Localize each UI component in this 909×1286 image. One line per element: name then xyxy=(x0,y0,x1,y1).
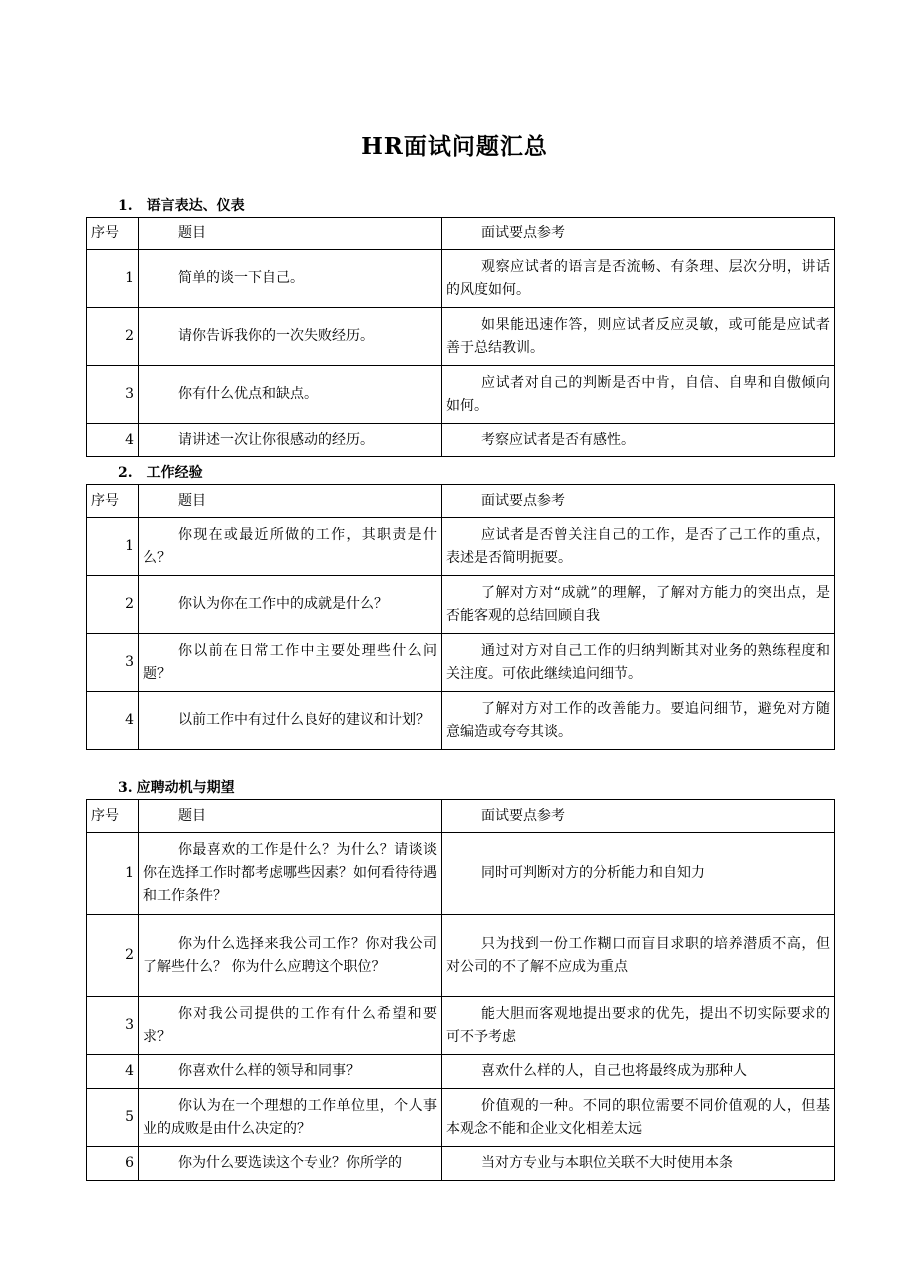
row-points: 了解对方对工作的改善能力。要追问细节，避免对方随意编造或夸夸其谈。 xyxy=(442,692,835,750)
section-title: 应聘动机与期望 xyxy=(136,780,235,796)
row-question: 你认为在一个理想的工作单位里，个人事业的成败是由什么决定的？ xyxy=(139,1089,442,1147)
row-question: 以前工作中有过什么良好的建议和计划？ xyxy=(139,692,442,750)
row-question: 简单的谈一下自己。 xyxy=(139,250,442,308)
row-question: 你对我公司提供的工作有什么希望和要求？ xyxy=(139,997,442,1055)
table-row xyxy=(87,915,835,997)
section-heading-language xyxy=(118,195,245,215)
row-points: 考察应试者是否有感性。 xyxy=(442,424,835,457)
row-points: 如果能迅速作答，则应试者反应灵敏，或可能是应试者善于总结教训。 xyxy=(442,308,835,366)
row-seq: 2 xyxy=(87,576,139,634)
section-table-experience xyxy=(86,484,835,750)
row-seq: 3 xyxy=(87,634,139,692)
row-seq: 4 xyxy=(87,692,139,750)
row-points: 只为找到一份工作糊口而盲目求职的培养潜质不高，但对公司的不了解不应成为重点 xyxy=(442,915,835,997)
row-question: 你以前在日常工作中主要处理些什么问题？ xyxy=(139,634,442,692)
page-title: HR面试问题汇总 xyxy=(361,133,548,160)
table-row xyxy=(87,366,835,424)
section-heading-motivation xyxy=(118,777,235,797)
row-seq: 4 xyxy=(87,424,139,457)
row-seq: 3 xyxy=(87,997,139,1055)
section-number: 3. xyxy=(118,780,133,796)
header-seq: 序号 xyxy=(87,800,139,833)
row-points: 通过对方对自己工作的归纳判断其对业务的熟练程度和关注度。可依此继续追问细节。 xyxy=(442,634,835,692)
header-points: 面试要点参考 xyxy=(442,485,835,518)
table-row xyxy=(87,1089,835,1147)
row-points: 当对方专业与本职位关联不大时使用本条 xyxy=(442,1147,835,1181)
table-row xyxy=(87,692,835,750)
row-question: 你喜欢什么样的领导和同事？ xyxy=(139,1055,442,1089)
section-title: 工作经验 xyxy=(146,465,203,481)
section-table-language xyxy=(86,217,835,457)
row-seq: 5 xyxy=(87,1089,139,1147)
header-seq: 序号 xyxy=(87,485,139,518)
table-row xyxy=(87,576,835,634)
row-question: 你为什么选择来我公司工作？你对我公司了解些什么？ 你为什么应聘这个职位？ xyxy=(139,915,442,997)
table-row xyxy=(87,1055,835,1089)
row-seq: 1 xyxy=(87,250,139,308)
table-row xyxy=(87,424,835,457)
header-points: 面试要点参考 xyxy=(442,800,835,833)
row-question: 请你告诉我你的一次失败经历。 xyxy=(139,308,442,366)
row-seq: 1 xyxy=(87,518,139,576)
header-question: 题目 xyxy=(139,485,442,518)
header-question: 题目 xyxy=(139,218,442,250)
row-seq: 6 xyxy=(87,1147,139,1181)
table-row xyxy=(87,250,835,308)
row-points: 价值观的一种。不同的职位需要不同价值观的人，但基本观念不能和企业文化相差太远 xyxy=(442,1089,835,1147)
row-points: 应试者是否曾关注自己的工作，是否了己工作的重点，表述是否简明扼要。 xyxy=(442,518,835,576)
header-points: 面试要点参考 xyxy=(442,218,835,250)
row-points: 了解对方对“成就”的理解，了解对方能力的突出点，是否能客观的总结回顾自我 xyxy=(442,576,835,634)
row-question: 你认为你在工作中的成就是什么？ xyxy=(139,576,442,634)
row-points: 同时可判断对方的分析能力和自知力 xyxy=(442,833,835,915)
table-row xyxy=(87,833,835,915)
table-header-row xyxy=(87,485,835,518)
row-seq: 1 xyxy=(87,833,139,915)
section-table-motivation xyxy=(86,799,835,1181)
table-row xyxy=(87,997,835,1055)
section-heading-experience xyxy=(118,462,203,482)
section-title: 语言表达、仪表 xyxy=(146,198,245,214)
row-seq: 4 xyxy=(87,1055,139,1089)
row-points: 应试者对自己的判断是否中肯，自信、自卑和自傲倾向如何。 xyxy=(442,366,835,424)
row-points: 观察应试者的语言是否流畅、有条理、层次分明，讲话的风度如何。 xyxy=(442,250,835,308)
row-seq: 2 xyxy=(87,308,139,366)
row-points: 喜欢什么样的人，自己也将最终成为那种人 xyxy=(442,1055,835,1089)
section-number: 2. xyxy=(118,465,133,481)
row-seq: 3 xyxy=(87,366,139,424)
table-row xyxy=(87,1147,835,1181)
row-question: 你现在或最近所做的工作，其职责是什么？ xyxy=(139,518,442,576)
row-seq: 2 xyxy=(87,915,139,997)
table-row xyxy=(87,634,835,692)
row-question: 请讲述一次让你很感动的经历。 xyxy=(139,424,442,457)
table-header-row xyxy=(87,800,835,833)
table-header-row xyxy=(87,218,835,250)
table-row xyxy=(87,308,835,366)
row-question: 你最喜欢的工作是什么？为什么？请谈谈你在选择工作时都考虑哪些因素？如何看待待遇和工作条件？ xyxy=(139,833,442,915)
row-question: 你有什么优点和缺点。 xyxy=(139,366,442,424)
header-seq: 序号 xyxy=(87,218,139,250)
table-row xyxy=(87,518,835,576)
row-question: 你为什么要选读这个专业？你所学的 xyxy=(139,1147,442,1181)
row-points: 能大胆而客观地提出要求的优先，提出不切实际要求的可不予考虑 xyxy=(442,997,835,1055)
section-number: 1. xyxy=(118,198,133,214)
header-question: 题目 xyxy=(139,800,442,833)
